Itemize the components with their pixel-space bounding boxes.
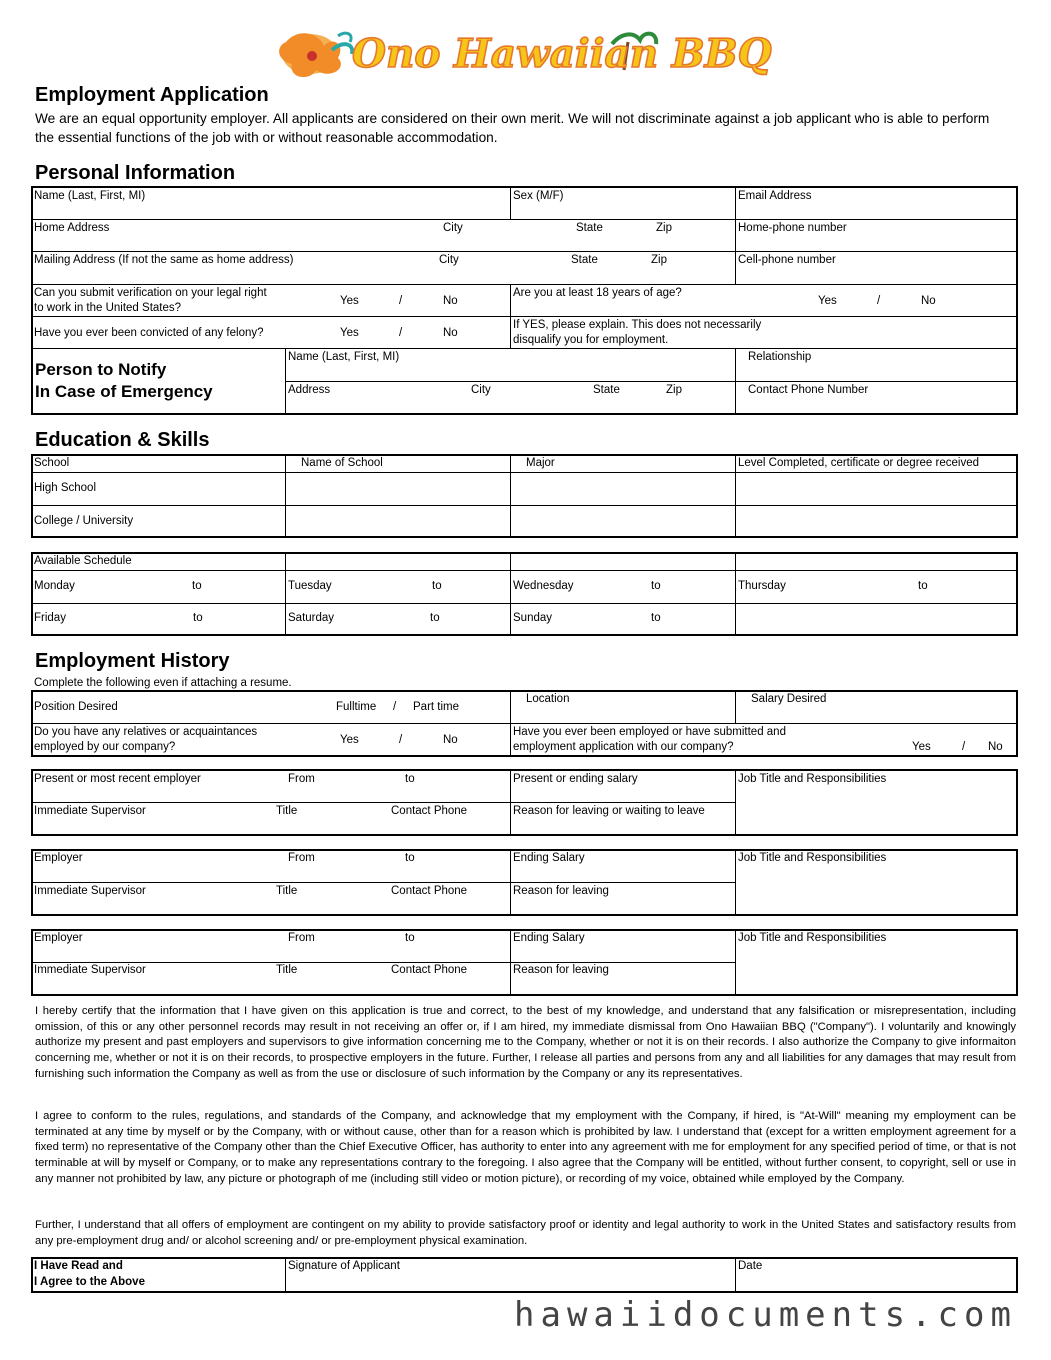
- signature-table: [31, 1257, 1018, 1293]
- certification-paragraph: I hereby certify that the information that I have given on this application is true and correct, to the best of my knowledge, and understand that any falsification or misrepresentation, including omission, of this or any other personnel records may result in not receiving an offer or, if I am hired, my immediate dismissal from Ono Hawaiian BBQ ("Company"). I voluntarily and knowingly authorize my present and past employers and supervisors to give information concerning me to the Company, whether or not it is on their records. I also authorize the Company to give informaiton concerning me, whether or not it is on their records, to prospective employers in the future. Further, I release all parties and persons from any and all liabilities for any damages that may result from furnishing such information the Company as well as from the use or disclosure of such information by the Company or any its representatives.: [35, 1005, 1016, 1080]
- relatives-yes[interactable]: Yes: [340, 734, 359, 746]
- emergency-relationship-field[interactable]: Relationship: [748, 351, 812, 363]
- schedule-to: to: [192, 580, 202, 592]
- high-school-row: High School: [34, 482, 97, 494]
- page-title: Employment Application: [35, 84, 269, 106]
- home-address-field[interactable]: Home Address: [34, 222, 110, 234]
- employer-1-contact-phone[interactable]: Contact Phone: [391, 805, 468, 817]
- agree-label: I Have Read and: [34, 1260, 123, 1272]
- watermark: hawaiidocuments.com: [514, 1295, 1017, 1335]
- age-question: Are you at least 18 years of age?: [513, 287, 682, 299]
- felony-explain-field[interactable]: If YES, please explain. This does not necessarily: [513, 319, 762, 331]
- work-right-question-line2: to work in the United States?: [34, 302, 182, 314]
- employer-3-contact-phone[interactable]: Contact Phone: [391, 964, 468, 976]
- name-field[interactable]: Name (Last, First, MI): [34, 190, 146, 202]
- schedule-header: Available Schedule: [34, 555, 132, 567]
- home-city-label: City: [443, 222, 463, 234]
- home-state-label: State: [576, 222, 603, 234]
- employer-3-to[interactable]: to: [405, 932, 415, 944]
- location-field[interactable]: Location: [526, 693, 570, 705]
- employer-1-to[interactable]: to: [405, 773, 415, 785]
- schedule-day: Saturday: [288, 612, 335, 624]
- employer-2-contact-phone[interactable]: Contact Phone: [391, 885, 468, 897]
- employer-1-reason[interactable]: Reason for leaving or waiting to leave: [513, 805, 705, 817]
- schedule-day: Monday: [34, 580, 75, 592]
- emergency-zip-label: Zip: [666, 384, 682, 396]
- employer-2-job-title[interactable]: Job Title and Responsibilities: [738, 852, 887, 864]
- fulltime-option[interactable]: Fulltime: [336, 701, 377, 713]
- schedule-day: Friday: [34, 612, 66, 624]
- felony-explain-line2: disqualify you for employment.: [513, 334, 669, 346]
- felony-yes[interactable]: Yes: [340, 327, 359, 339]
- college-row: College / University: [34, 515, 134, 527]
- age-no[interactable]: No: [921, 295, 936, 307]
- schedule-to: to: [193, 612, 203, 624]
- emergency-city-label: City: [471, 384, 491, 396]
- parttime-option[interactable]: Part time: [413, 701, 460, 713]
- employer-1-salary[interactable]: Present or ending salary: [513, 773, 638, 785]
- schedule-day: Thursday: [738, 580, 786, 592]
- education-heading: Education & Skills: [35, 429, 210, 451]
- work-right-no[interactable]: No: [443, 295, 458, 307]
- agree-label-line2: I Agree to the Above: [34, 1276, 145, 1288]
- employer-1-supervisor[interactable]: Immediate Supervisor: [34, 805, 146, 817]
- slash: /: [877, 295, 881, 307]
- history-heading: Employment History: [35, 650, 230, 672]
- mailing-state-label: State: [571, 254, 598, 266]
- salary-desired-field[interactable]: Salary Desired: [751, 693, 827, 705]
- employer-3-salary[interactable]: Ending Salary: [513, 932, 585, 944]
- major-header: Major: [526, 457, 555, 469]
- logo-wordmark: Ono Hawaiian BBQ: [352, 31, 772, 77]
- emergency-heading: Person to Notify: [35, 360, 167, 379]
- schedule-to: to: [430, 612, 440, 624]
- employer-3-title[interactable]: Title: [276, 964, 298, 976]
- employer-1-from[interactable]: From: [288, 773, 315, 785]
- prior-application-question: Have you ever been employed or have submitted and: [513, 726, 786, 738]
- schedule-day: Tuesday: [288, 580, 332, 592]
- intro-text: We are an equal opportunity employer. All applicants are considered on their own merit. We will not discriminate against a job applicant who is able to perform the essential functions of the job with or without reasonable accommodation.: [35, 111, 990, 145]
- cell-phone-field[interactable]: Cell-phone number: [738, 254, 836, 266]
- slash: /: [399, 295, 403, 307]
- schedule-to: to: [918, 580, 928, 592]
- sex-field[interactable]: Sex (M/F): [513, 190, 564, 202]
- schedule-to: to: [651, 580, 661, 592]
- schedule-day: Wednesday: [513, 580, 574, 592]
- employer-2-salary[interactable]: Ending Salary: [513, 852, 585, 864]
- mailing-address-field[interactable]: Mailing Address (If not the same as home address): [34, 254, 294, 266]
- employer-2-supervisor[interactable]: Immediate Supervisor: [34, 885, 146, 897]
- employer-1-field[interactable]: Present or most recent employer: [34, 773, 201, 785]
- emergency-phone-field[interactable]: Contact Phone Number: [748, 384, 869, 396]
- employer-2-title[interactable]: Title: [276, 885, 298, 897]
- emergency-address-field[interactable]: Address: [288, 384, 331, 396]
- slash: /: [962, 741, 966, 753]
- personal-heading: Personal Information: [35, 162, 236, 184]
- employer-3-reason[interactable]: Reason for leaving: [513, 964, 609, 976]
- employer-1-job-title[interactable]: Job Title and Responsibilities: [738, 773, 887, 785]
- emergency-state-label: State: [593, 384, 620, 396]
- felony-no[interactable]: No: [443, 327, 458, 339]
- work-right-question: Can you submit verification on your legal right: [34, 287, 267, 299]
- felony-question: Have you ever been convicted of any felony?: [34, 327, 264, 339]
- schedule-day: Sunday: [513, 612, 553, 624]
- relatives-question-line2: employed by our company?: [34, 741, 176, 753]
- slash: /: [393, 701, 397, 713]
- home-zip-label: Zip: [656, 222, 672, 234]
- employer-2-to[interactable]: to: [405, 852, 415, 864]
- employer-3-from[interactable]: From: [288, 932, 315, 944]
- employer-3-job-title[interactable]: Job Title and Responsibilities: [738, 932, 887, 944]
- contingency-paragraph: Further, I understand that all offers of employment are contingent on my ability to provide satisfactory proof or identity and legal authority to work in the United States and satisfactory results from any pre-employment drug and/ or alcohol screening and/ or pre-employment physical examination.: [35, 1219, 1016, 1247]
- prior-yes[interactable]: Yes: [912, 741, 931, 753]
- emergency-name-field[interactable]: Name (Last, First, MI): [288, 351, 400, 363]
- emergency-heading-line2: In Case of Emergency: [35, 382, 213, 401]
- employer-3-field[interactable]: Employer: [34, 932, 83, 944]
- email-field[interactable]: Email Address: [738, 190, 812, 202]
- home-phone-field[interactable]: Home-phone number: [738, 222, 847, 234]
- schedule-to: to: [432, 580, 442, 592]
- signature-field[interactable]: Signature of Applicant: [288, 1260, 400, 1272]
- relatives-no[interactable]: No: [443, 734, 458, 746]
- employer-3-supervisor[interactable]: Immediate Supervisor: [34, 964, 146, 976]
- history-note: Complete the following even if attaching a resume.: [34, 677, 292, 689]
- relatives-question: Do you have any relatives or acquaintances: [34, 726, 258, 738]
- at-will-paragraph: I agree to conform to the rules, regulations, and standards of the Company, and acknowledge that my employment with the Company, if hired, is "At-Will" meaning my employment can be terminated at any time by myself or by the Company, with or without cause, other than for a reason which is prohibited by law. I understand that (except for a written employment agreement for a fixed term) no representative of the Company other than the Chief Executive Officer, has authority to enter into any agreement with me for employment for any specified period of time, or that is not terminable at will by myself or Company, or to make any representations contrary to the foregoing. I also agree that the Company will be entitled, without further consent, to copyright, sell or use in any manner not prohibited by law, any picture or photograph of me (including still video or motion picture), or recording of my voice, obtained while employed by the Company.: [35, 1110, 1016, 1185]
- slash: /: [399, 734, 403, 746]
- school-name-header: Name of School: [301, 457, 383, 469]
- employer-2-from[interactable]: From: [288, 852, 315, 864]
- school-header: School: [34, 457, 70, 469]
- employer-2-reason[interactable]: Reason for leaving: [513, 885, 609, 897]
- mailing-city-label: City: [439, 254, 459, 266]
- work-right-yes[interactable]: Yes: [340, 295, 359, 307]
- employer-2-field[interactable]: Employer: [34, 852, 83, 864]
- date-field[interactable]: Date: [738, 1260, 763, 1272]
- employer-1-title[interactable]: Title: [276, 805, 298, 817]
- age-yes[interactable]: Yes: [818, 295, 837, 307]
- schedule-to: to: [651, 612, 661, 624]
- level-header: Level Completed, certificate or degree received: [738, 457, 979, 469]
- prior-no[interactable]: No: [988, 741, 1003, 753]
- mailing-zip-label: Zip: [651, 254, 667, 266]
- slash: /: [399, 327, 403, 339]
- prior-application-question-line2: employment application with our company?: [513, 741, 734, 753]
- position-desired-field[interactable]: Position Desired: [34, 701, 118, 713]
- company-logo: [272, 24, 772, 84]
